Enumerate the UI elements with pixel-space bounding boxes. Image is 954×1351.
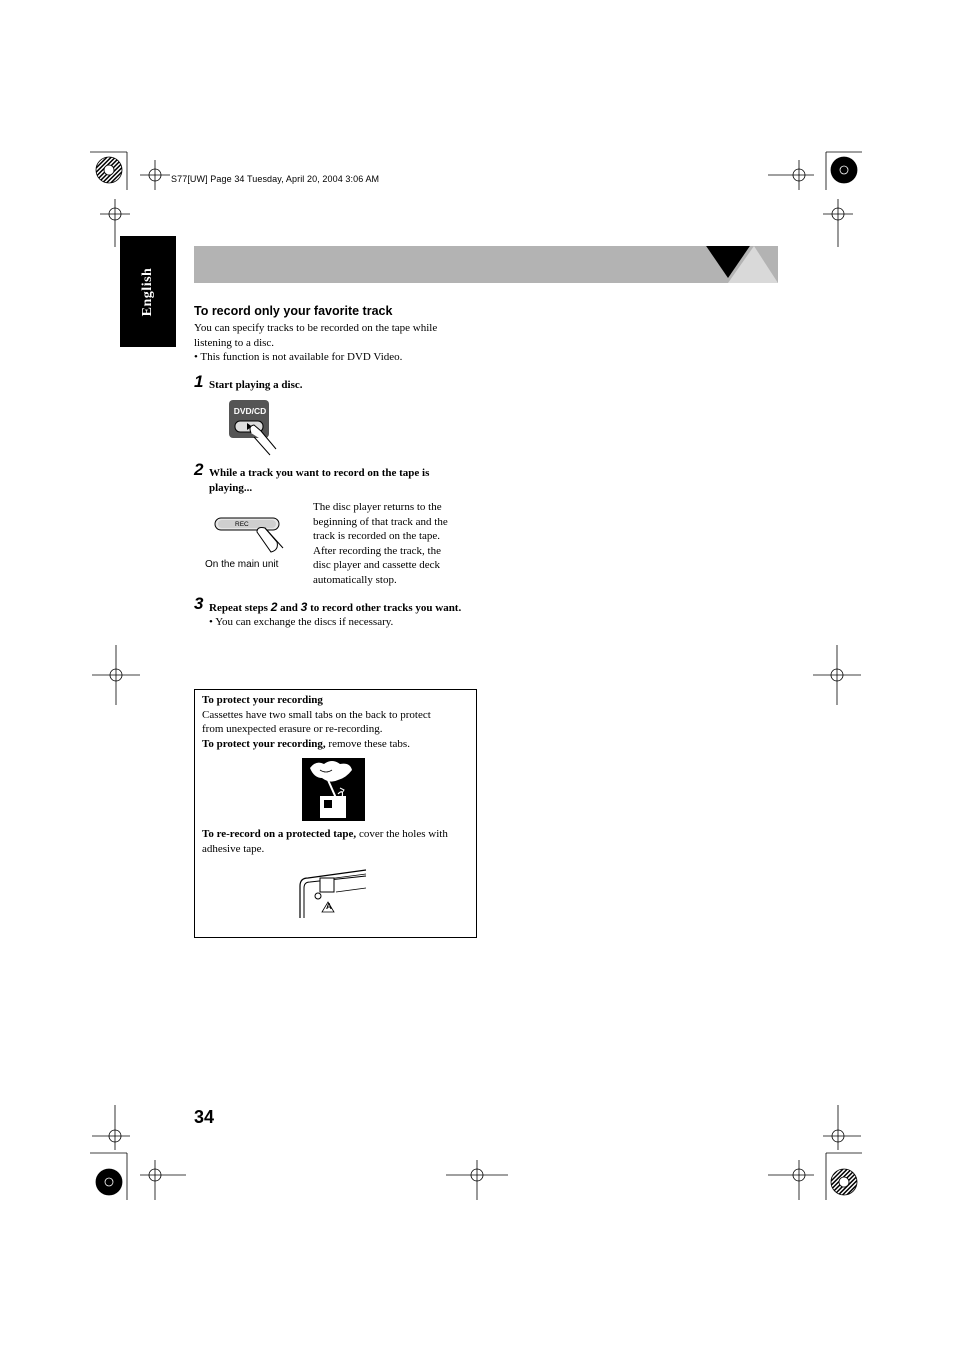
note-heading: To protect your recording	[202, 694, 323, 706]
step-3-number: 3	[194, 594, 204, 613]
step-ref: 2	[270, 600, 278, 614]
rerecord-bold: To re-record on a protected tape,	[202, 828, 357, 840]
note-line	[202, 827, 472, 842]
protect-rest: remove these tabs.	[325, 737, 410, 750]
step-1-text: Start playing a disc.	[209, 379, 303, 391]
desc-line: automatically stop.	[313, 573, 397, 586]
step-3-text-a: Repeat steps	[209, 602, 271, 614]
note-line: from unexpected erasure or re-recording.	[202, 723, 383, 735]
remove-tab-illustration	[302, 758, 365, 821]
protect-recording-text	[202, 693, 472, 751]
tape-letter: A	[326, 902, 332, 911]
rec-button-illustration	[213, 512, 293, 556]
language-tab-label: English	[140, 267, 155, 317]
intro-bullet: • This function is not available for DVD Video.	[194, 351, 403, 363]
section-title: To record only your favorite track	[194, 304, 393, 318]
step-2-description	[313, 500, 483, 587]
language-tab	[120, 236, 176, 347]
step-3-text-b: and	[277, 602, 301, 614]
intro-line: You can specify tracks to be recorded on the tape while	[194, 322, 438, 334]
note-line: Cassettes have two small tabs on the back to protect	[202, 708, 431, 721]
rerecord-text	[202, 827, 472, 856]
page-number: 34	[194, 1107, 215, 1127]
step-2-text	[209, 466, 479, 496]
dvd-cd-button-illustration	[228, 399, 288, 459]
section-header-bar	[194, 246, 778, 283]
protect-bold: To protect your recording,	[202, 737, 326, 750]
adhesive-tape-illustration	[296, 866, 370, 920]
desc-line: disc player and cassette deck	[313, 559, 441, 571]
step-ref: 3	[300, 600, 308, 614]
file-header: S77[UW] Page 34 Tuesday, April 20, 2004 3:06 AM	[171, 174, 380, 184]
step-2-line: playing...	[209, 482, 253, 494]
note-line: adhesive tape.	[202, 842, 265, 855]
desc-line: The disc player returns to the	[313, 501, 442, 513]
desc-line: beginning of that track and the	[313, 515, 448, 528]
rec-label: REC	[235, 521, 249, 528]
intro-line: listening to a disc.	[194, 336, 275, 349]
desc-line: track is recorded on the tape.	[313, 530, 441, 542]
note-line	[202, 737, 472, 752]
dvd-cd-label: DVD/CD	[233, 406, 267, 416]
step-2-line: While a track you want to record on the tape is	[209, 467, 430, 479]
section-intro	[194, 321, 484, 365]
step-3-bullet: • You can exchange the discs if necessary.	[209, 616, 394, 628]
step-3-text	[209, 600, 461, 616]
step-2-number: 2	[194, 460, 204, 479]
desc-line: After recording the track, the	[313, 544, 441, 557]
step-3-text-c: to record other tracks you want.	[307, 602, 462, 614]
main-unit-caption: On the main unit	[205, 559, 279, 570]
rerecord-rest: cover the holes with	[356, 828, 448, 840]
step-1-number: 1	[194, 372, 204, 391]
